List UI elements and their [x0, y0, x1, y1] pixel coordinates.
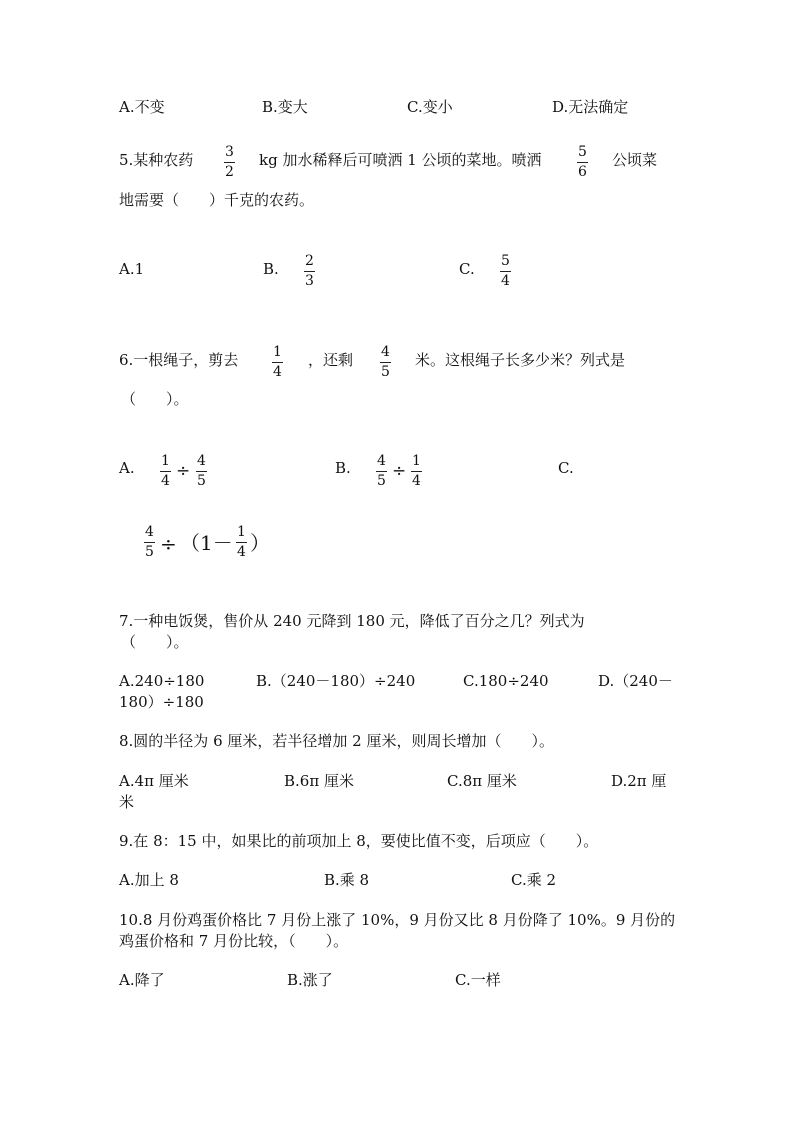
q5-fraction-2	[577, 145, 588, 180]
denominator: 4	[161, 473, 170, 489]
numerator: 1	[237, 524, 246, 540]
q5-stem-line2: 地需要（ ）千克的农药。	[119, 191, 315, 209]
q4-option-d: D.无法确定	[552, 98, 629, 116]
q9-option-a: A.加上 8	[119, 871, 179, 889]
q6-option-c-fraction-2	[236, 525, 247, 560]
q6-option-a-fraction-2	[196, 454, 207, 489]
q6-option-c-label: C.	[558, 459, 574, 477]
q6-option-c-fraction-1	[144, 525, 155, 560]
numerator: 2	[305, 253, 314, 269]
denominator: 3	[305, 273, 314, 289]
numerator: 1	[161, 453, 170, 469]
q7-option-d-line2: 180）÷180	[119, 693, 204, 711]
q6-stem-part2: ，还剩	[308, 351, 354, 369]
q10-option-a: A.降了	[119, 971, 165, 989]
q6-stem-part3: 米。这根绳子长多少米？列式是	[415, 351, 626, 369]
q7-option-a: A.240÷180	[119, 672, 205, 690]
denominator: 2	[225, 164, 234, 180]
q10-option-c: C.一样	[455, 971, 501, 989]
numerator: 1	[273, 344, 282, 360]
numerator: 5	[501, 253, 510, 269]
q10-stem-line2: 鸡蛋价格和 7 月份比较，（ ）。	[119, 932, 349, 950]
denominator: 4	[501, 273, 510, 289]
denominator: 4	[237, 544, 246, 560]
q7-stem-line2: （ ）。	[121, 633, 189, 651]
q6-option-a-label: A.	[119, 459, 135, 477]
q5-option-b-label: B.	[263, 260, 279, 278]
q8-option-a: A.4π 厘米	[119, 772, 189, 790]
numerator: 4	[377, 453, 386, 469]
denominator: 6	[578, 164, 587, 180]
q8-option-c: C.8π 厘米	[447, 772, 517, 790]
numerator: 5	[578, 144, 587, 160]
q6-option-c-divide: ÷	[160, 532, 177, 556]
numerator: 4	[145, 524, 154, 540]
denominator: 5	[197, 473, 206, 489]
q5-fraction-1	[224, 145, 235, 180]
q5-option-b-fraction	[304, 254, 315, 289]
q6-stem-line2: （ ）。	[121, 390, 189, 408]
q7-stem-line1: 7.一种电饭煲，售价从 240 元降到 180 元，降低了百分之几？列式为	[119, 612, 585, 630]
q6-fraction-2	[380, 345, 391, 380]
q6-option-c-paren-open: （1－	[180, 531, 233, 555]
q4-option-a: A.不变	[119, 98, 165, 116]
denominator: 4	[412, 473, 421, 489]
denominator: 5	[377, 473, 386, 489]
q4-option-c: C.变小	[407, 98, 453, 116]
numerator: 4	[197, 453, 206, 469]
q7-option-b: B.（240－180）÷240	[256, 672, 416, 690]
q6-option-c-paren-close: ）	[250, 531, 270, 555]
q9-option-c: C.乘 2	[511, 871, 557, 889]
q4-option-b: B.变大	[262, 98, 308, 116]
q10-stem-line1: 10.8 月份鸡蛋价格比 7 月份上涨了 10%，9 月份又比 8 月份降了 10%。9 月份的	[119, 911, 676, 929]
q6-option-b-fraction-2	[411, 454, 422, 489]
q8-option-d-line2: 米	[119, 793, 135, 811]
q5-stem-part2: kg 加水稀释后可喷洒 1 公顷的菜地。喷洒	[259, 151, 542, 169]
q8-option-b: B.6π 厘米	[284, 772, 354, 790]
denominator: 4	[273, 364, 282, 380]
q9-option-b: B.乘 8	[324, 871, 370, 889]
q6-option-b-fraction-1	[376, 454, 387, 489]
q6-option-b-label: B.	[335, 459, 351, 477]
denominator: 5	[145, 544, 154, 560]
q6-option-b-divide: ÷	[392, 461, 407, 481]
q6-option-a-fraction-1	[160, 454, 171, 489]
q5-option-a: A.1	[119, 260, 145, 278]
q5-option-c-label: C.	[459, 260, 475, 278]
numerator: 4	[381, 344, 390, 360]
q7-option-c: C.180÷240	[463, 672, 549, 690]
q6-stem-part1: 6.一根绳子，剪去	[119, 351, 239, 369]
numerator: 3	[225, 144, 234, 160]
q5-stem-part1: 5.某种农药	[119, 151, 194, 169]
q5-stem-part3: 公顷菜	[612, 151, 658, 169]
q5-option-c-fraction	[500, 254, 511, 289]
q10-option-b: B.涨了	[287, 971, 333, 989]
q7-option-d-line1: D.（240－	[598, 672, 673, 690]
q8-stem: 8.圆的半径为 6 厘米，若半径增加 2 厘米，则周长增加（ ）。	[119, 732, 554, 750]
q9-stem: 9.在 8：15 中，如果比的前项加上 8，要使比值不变，后项应（ ）。	[119, 832, 599, 850]
q8-option-d-line1: D.2π 厘	[611, 772, 667, 790]
q6-option-a-divide: ÷	[176, 461, 191, 481]
numerator: 1	[412, 453, 421, 469]
denominator: 5	[381, 364, 390, 380]
q6-fraction-1	[272, 345, 283, 380]
